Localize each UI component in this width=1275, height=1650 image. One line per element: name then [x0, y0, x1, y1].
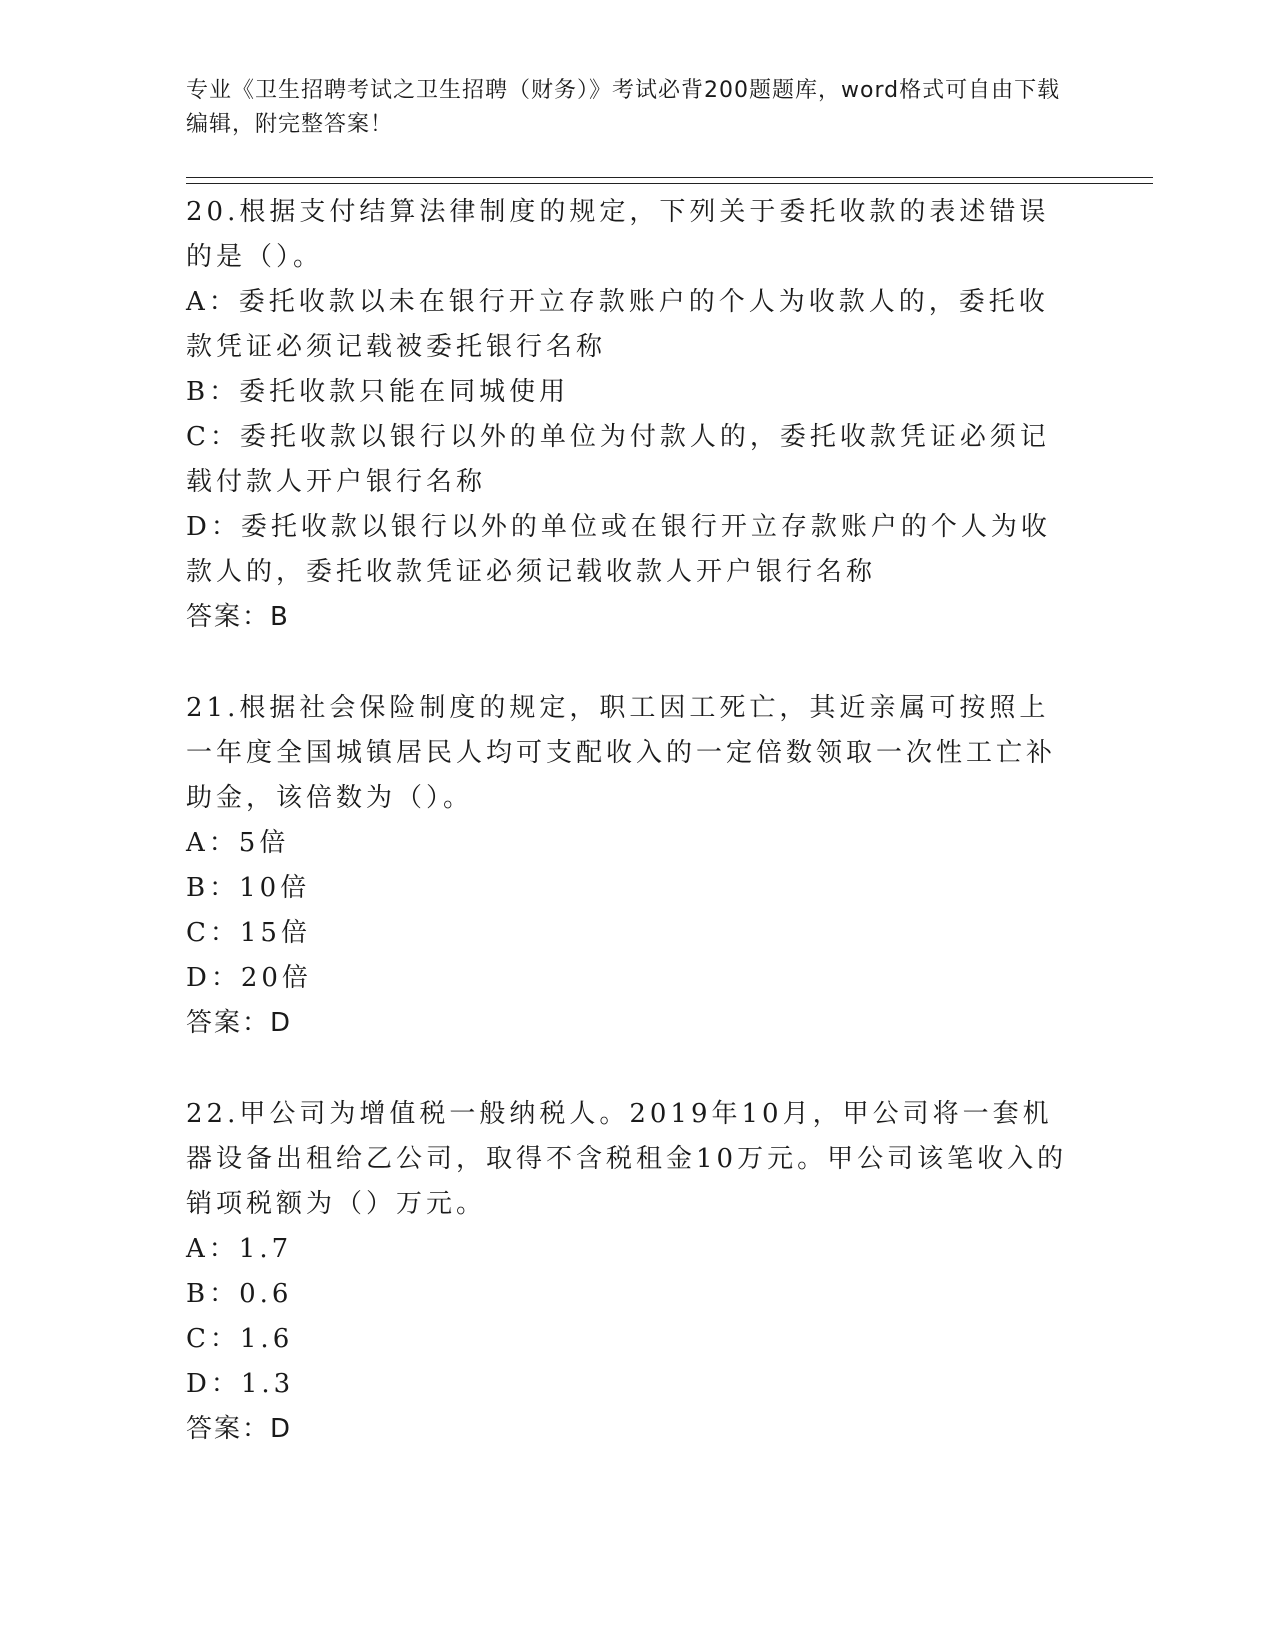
question-item: [186, 190, 1076, 640]
option-d: D：1.3: [186, 1369, 295, 1399]
document-header: 专业《卫生招聘考试之卫生招聘（财务）》考试必背200题题库，word格式可自由下载编辑，附完整答案！: [186, 78, 1061, 137]
option-d: D：委托收款以银行以外的单位或在银行开立存款账户的个人为收款人的，委托收款凭证必须记载收款人开户银行名称: [186, 512, 1051, 587]
question-stem: 21.根据社会保险制度的规定，职工因工死亡，其近亲属可按照上一年度全国城镇居民人均可支配收入的一定倍数领取一次性工亡补助金，该倍数为（）。: [186, 693, 1057, 813]
option-b: B：10倍: [186, 873, 311, 903]
question-stem: 20.根据支付结算法律制度的规定，下列关于委托收款的表述错误的是（）。: [186, 197, 1050, 272]
header-divider-line-double: [186, 183, 1153, 184]
question-item: [186, 1092, 1076, 1452]
header-divider-line: [186, 177, 1153, 178]
option-c: C：1.6: [186, 1324, 294, 1354]
answer-line: 答案：D: [186, 1414, 293, 1444]
option-c: C：委托收款以银行以外的单位为付款人的，委托收款凭证必须记载付款人开户银行名称: [186, 422, 1050, 497]
option-a: A：1.7: [186, 1234, 293, 1264]
option-b: B：委托收款只能在同城使用: [186, 377, 570, 407]
answer-line: 答案：D: [186, 1008, 293, 1038]
option-a: A：5倍: [186, 828, 290, 858]
question-stem: 22.甲公司为增值税一般纳税人。2019年10月，甲公司将一套机器设备出租给乙公司，取得不含税租金10万元。甲公司该笔收入的销项税额为（）万元。: [186, 1099, 1068, 1219]
question-item: [186, 686, 1076, 1046]
option-d: D：20倍: [186, 963, 312, 993]
answer-line: 答案：B: [186, 602, 290, 632]
question-list: [186, 190, 1076, 1452]
option-c: C：15倍: [186, 918, 311, 948]
option-b: B：0.6: [186, 1279, 293, 1309]
option-a: A：委托收款以未在银行开立存款账户的个人为收款人的，委托收款凭证必须记载被委托银行名称: [186, 287, 1049, 362]
